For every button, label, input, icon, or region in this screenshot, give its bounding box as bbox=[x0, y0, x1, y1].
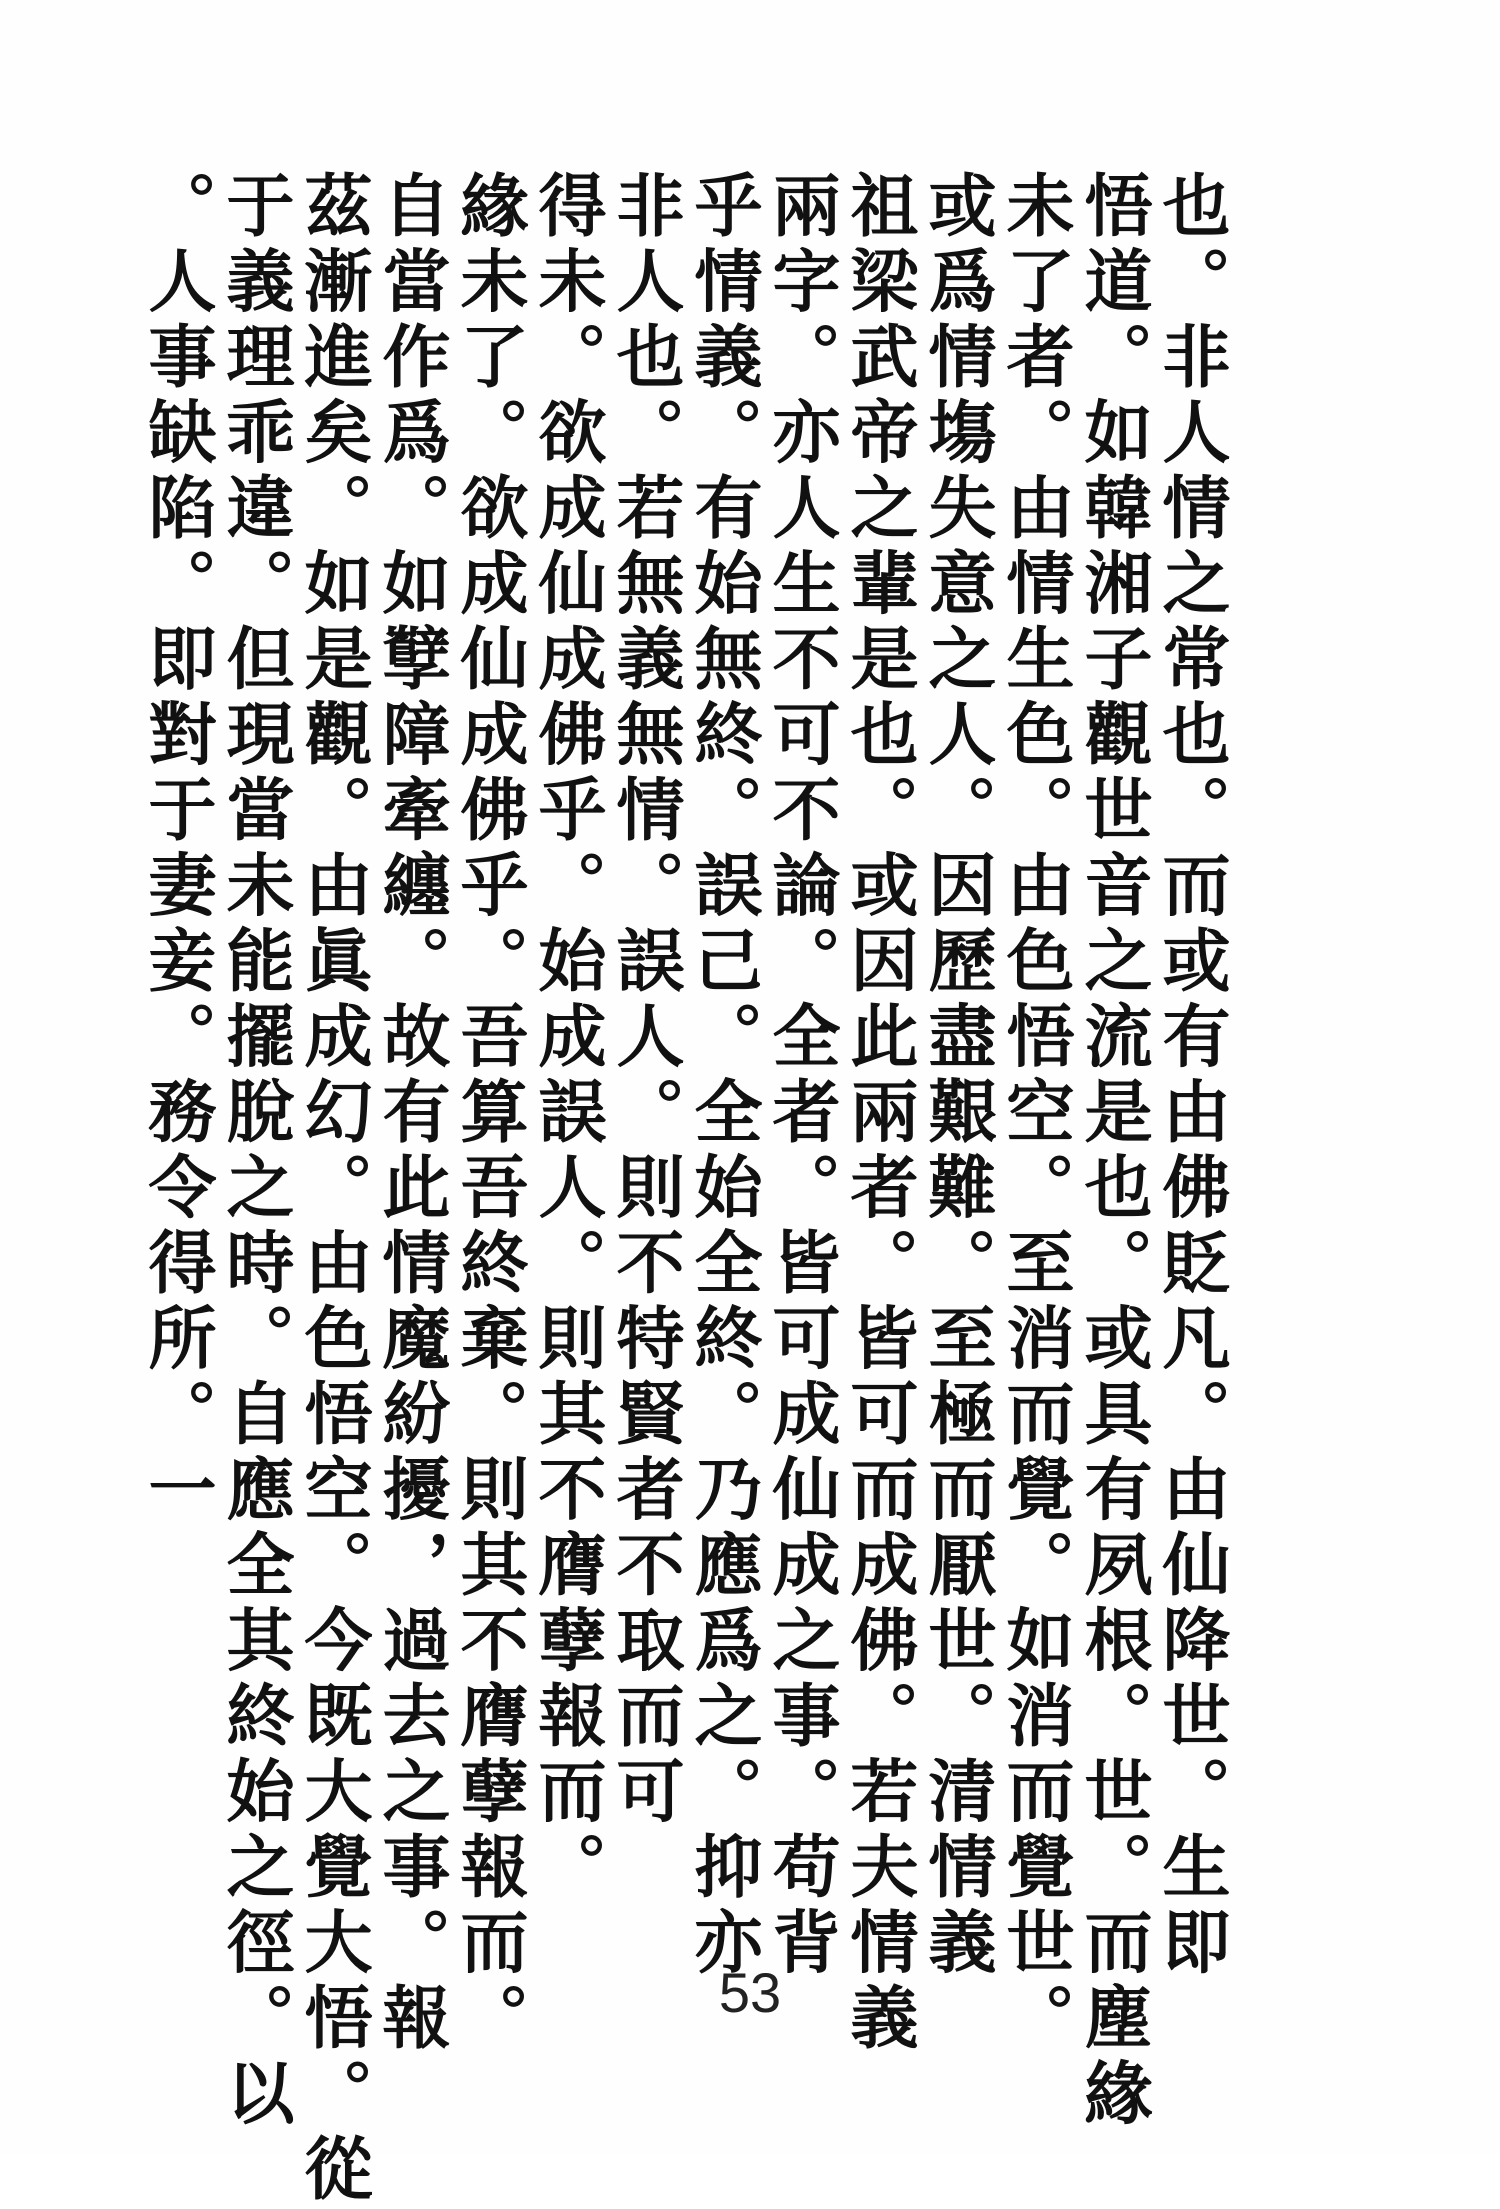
text-column: 。人事缺陷。即對于妻妾。務令得所。一 bbox=[137, 170, 217, 1529]
text-column: 祖梁武帝之輩是也。或因此兩者。皆可而成佛。若夫情義 bbox=[839, 170, 919, 2058]
text-column: 乎情義。有始無終。誤己。全始全終。乃應爲之。抑亦 bbox=[683, 170, 763, 1982]
text-column: 緣未了。欲成仙成佛乎。吾算吾終棄。則其不膺孽報而。 bbox=[449, 170, 529, 2058]
text-column: 得未。欲成仙成佛乎。始成誤人。則其不膺孽報而。 bbox=[527, 170, 607, 1907]
text-column: 于義理乖違。但現當未能擺脫之時。自應全其終始之徑。以 bbox=[215, 170, 295, 2133]
text-column: 兩字。亦人生不可不論。全者。皆可成仙成之事。苟背 bbox=[761, 170, 841, 1982]
page-number: 53 bbox=[718, 1961, 782, 2024]
text-column: 未了者。由情生色。由色悟空。至消而覺。如消而覺世。 bbox=[995, 170, 1075, 2058]
text-column: 也。非人情之常也。而或有由佛貶凡。由仙降世。生即 bbox=[1151, 170, 1231, 1982]
text-column: 非人也。若無義無情。誤人。則不特賢者不取而可 bbox=[605, 170, 685, 1831]
text-column: 自當作爲。如孼障牽纏。故有此情魔紛擾，過去之事。報 bbox=[371, 170, 451, 2058]
text-column: 悟道。如韓湘子觀世音之流是也。或具有夙根。世。而塵緣 bbox=[1073, 170, 1153, 2133]
text-column: 茲漸進矣。如是觀。由眞成幻。由色悟空。今既大覺大悟。從 bbox=[293, 170, 373, 2209]
text-column: 或爲情塲失意之人。因歷盡艱難。至極而厭世。清情義 bbox=[917, 170, 997, 1982]
